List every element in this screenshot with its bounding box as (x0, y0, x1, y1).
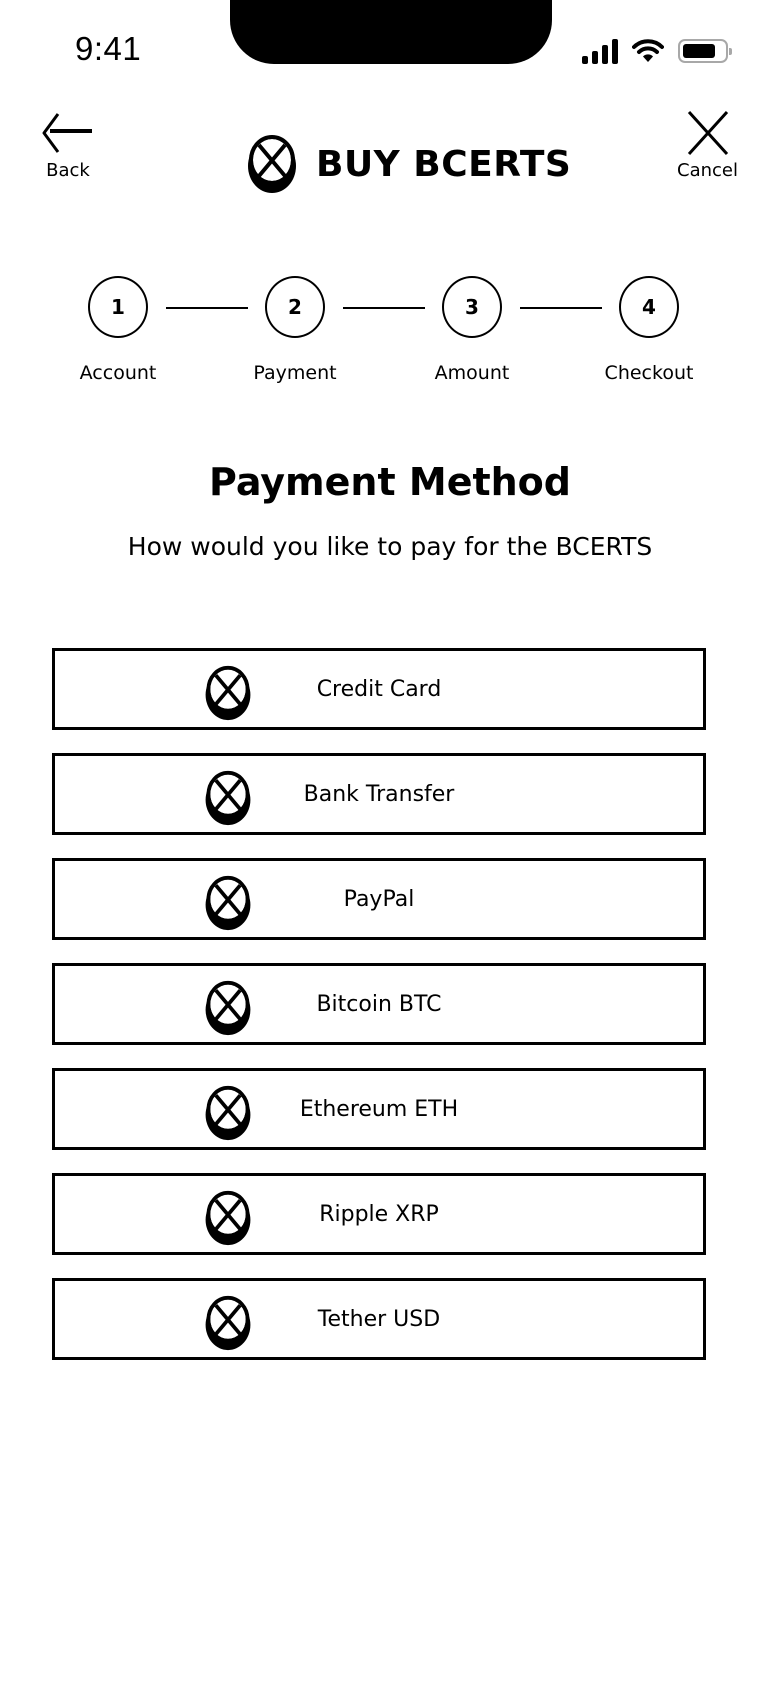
payment-option-bank-transfer[interactable] (52, 753, 706, 835)
back-button[interactable] (40, 110, 96, 181)
status-bar (0, 0, 780, 90)
page-header-title (246, 134, 571, 194)
payment-option-paypal[interactable] (52, 858, 706, 940)
step-amount (402, 276, 542, 384)
wifi-icon (632, 39, 664, 63)
close-icon (685, 110, 731, 156)
page-title: BUY BCERTS (316, 143, 572, 185)
header (0, 110, 780, 210)
payment-option-label: Tether USD (317, 1306, 441, 1332)
payment-option-credit-card[interactable] (52, 648, 706, 730)
step-payment (225, 276, 365, 384)
step-number: 1 (88, 276, 148, 338)
payment-option-label: PayPal (343, 886, 415, 912)
payment-method-list (52, 648, 706, 1383)
step-label: Amount (434, 362, 510, 384)
step-label: Account (79, 362, 157, 384)
payment-option-ethereum[interactable] (52, 1068, 706, 1150)
arrow-left-icon (40, 110, 96, 156)
cancel-button[interactable] (677, 110, 738, 181)
step-checkout (579, 276, 719, 384)
payment-option-label: Ethereum ETH (299, 1096, 459, 1122)
cancel-label: Cancel (677, 160, 738, 181)
payment-option-label: Credit Card (316, 676, 442, 702)
payment-option-ripple[interactable] (52, 1173, 706, 1255)
section-subtitle: How would you like to pay for the BCERTS (127, 532, 653, 561)
payment-option-tether[interactable] (52, 1278, 706, 1360)
payment-option-label: Ripple XRP (319, 1201, 439, 1227)
payment-option-label: Bank Transfer (303, 781, 455, 807)
step-number: 3 (442, 276, 502, 338)
payment-option-bitcoin[interactable] (52, 963, 706, 1045)
status-icons (582, 38, 728, 64)
section-title: Payment Method (208, 460, 571, 504)
placeholder-coin-icon (246, 134, 298, 194)
payment-option-label: Bitcoin BTC (316, 991, 442, 1017)
device-notch (230, 0, 552, 64)
cellular-signal-icon (582, 38, 618, 64)
step-label: Payment (253, 362, 337, 384)
status-time: 9:41 (75, 30, 142, 67)
step-account (48, 276, 188, 384)
step-label: Checkout (604, 362, 694, 384)
back-label: Back (46, 160, 90, 181)
battery-icon (678, 39, 728, 63)
progress-stepper (0, 276, 780, 396)
step-number: 4 (619, 276, 679, 338)
step-number: 2 (265, 276, 325, 338)
